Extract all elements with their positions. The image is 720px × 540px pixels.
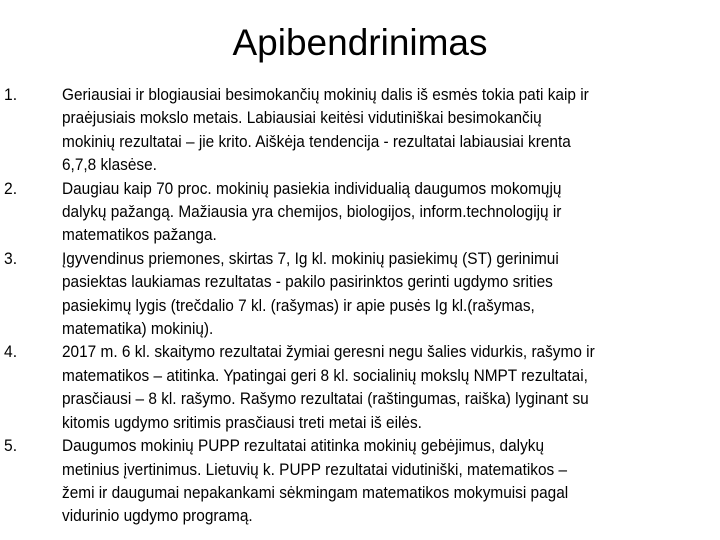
- text-line: matematikos pažanga.: [62, 225, 217, 245]
- list-item-number: 1.: [4, 85, 18, 104]
- text-line: 6,7,8 klasėse.: [62, 155, 157, 175]
- text-line: pasiektas laukiamas rezultatas - pakilo pasirinktos gerinti ugdymo srities: [62, 272, 553, 292]
- text-line: praėjusiais mokslo metais. Labiausiai keitėsi vidutiniškai besimokančių: [62, 108, 542, 128]
- list-item-number: 4.: [4, 342, 18, 362]
- text-line: Įgyvendinus priemones, skirtas 7, Ig kl. mokinių pasiekimų (ST) gerinimui: [62, 248, 559, 268]
- text-line: matematikos – atitinka. Ypatingai geri 8 kl. socialinių mokslų NMPT rezultatai,: [62, 365, 588, 385]
- list-item-text: [62, 177, 720, 247]
- list-item-text: [62, 247, 720, 341]
- text-line: metinius įvertinimus. Lietuvių k. PUPP rezultatai vidutiniški, matematikos –: [62, 459, 568, 479]
- text-line: vidurinio ugdymo programą.: [62, 506, 253, 526]
- list-item-number: 5.: [4, 436, 18, 456]
- list-item: [0, 83, 720, 177]
- text-line: dalykų pažangą. Mažiausia yra chemijos, biologijos, inform.technologijų ir: [62, 202, 562, 222]
- text-line: žemi ir daugumai nepakankami sėkmingam matematikos mokymuisi pagal: [62, 482, 569, 502]
- list-item: [0, 247, 720, 341]
- text-line: Daugumos mokinių PUPP rezultatai atitinka mokinių gebėjimus, dalykų: [62, 436, 545, 456]
- text-line: Geriausiai ir blogiausiai besimokančių mokinių dalis iš esmės tokia pati kaip ir: [62, 85, 589, 104]
- list-item-number: 2.: [4, 178, 18, 198]
- text-line: prasčiausi – 8 kl. rašymo. Rašymo rezultatai (raštingumas, raiška) lyginant su: [62, 389, 589, 409]
- list-item-text: [62, 83, 720, 177]
- slide-title: Apibendrinimas: [232, 22, 488, 63]
- text-line: matematika) mokinių).: [62, 319, 214, 339]
- text-line: 2017 m. 6 kl. skaitymo rezultatai žymiai geresni negu šalies vidurkis, rašymo ir: [62, 342, 595, 362]
- text-line: pasiekimų lygis (trečdalio 7 kl. (rašymas) ir apie pusės Ig kl.(rašymas,: [62, 295, 535, 315]
- list-item-text: [62, 340, 720, 434]
- list-item-number: 3.: [4, 248, 18, 268]
- list-item-text: [62, 434, 720, 528]
- list-item: [0, 177, 720, 247]
- text-line: kitomis ugdymo sritimis prasčiausi treti metai iš eilės.: [62, 412, 422, 432]
- text-line: Daugiau kaip 70 proc. mokinių pasiekia individualią daugumos mokomųjų: [62, 178, 562, 198]
- text-line: mokinių rezultatai – jie krito. Aiškėja tendencija - rezultatai labiausiai krenta: [62, 131, 571, 151]
- list-item: [0, 434, 720, 528]
- list-item: [0, 340, 720, 434]
- summary-list: [0, 83, 720, 528]
